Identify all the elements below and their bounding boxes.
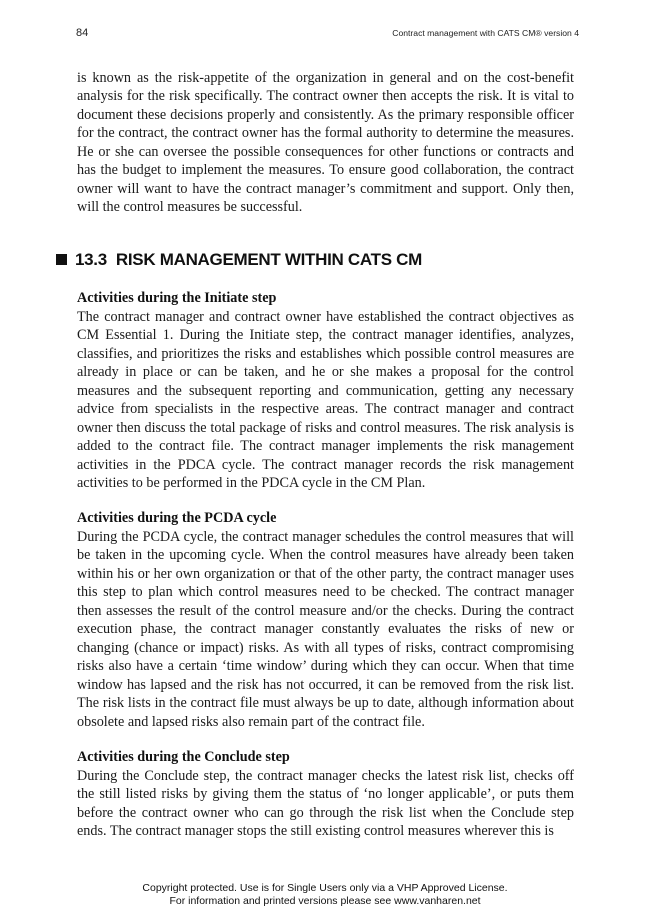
- subsection-heading-pdca: Activities during the PCDA cycle: [77, 510, 277, 526]
- running-title: Contract management with CATS CM® version 4: [392, 28, 579, 38]
- info-notice: For information and printed versions please see www.vanharen.net: [169, 895, 481, 907]
- subsection-heading-conclude: Activities during the Conclude step: [77, 749, 290, 765]
- copyright-notice: Copyright protected. Use is for Single Users only via a VHP Approved License.: [142, 882, 508, 894]
- section-heading: [56, 250, 422, 270]
- square-bullet-icon: [56, 254, 67, 265]
- subsection-heading-initiate: Activities during the Initiate step: [77, 290, 277, 306]
- paragraph-initiate: The contract manager and contract owner have established the contract objectives as CM Essential 1. During the Initiate step, the contract manager identifies, analyzes, classifies, and prioritizes the risks and establishes which possible control measures are already in place or can be taken, and he or she makes a proposal for the control measures and the subsequent reporting and communication, getting any necessary advice from specialists in the respective areas. The contract manager and contract owner then discuss the total package of risks and control measures. The risk analysis is added to the contract file. The contract manager implements the risk management activities in the PDCA cycle. The contract manager records the risk management activities to be performed in the PDCA cycle in the CM Plan.: [77, 309, 574, 492]
- section-title: RISK MANAGEMENT WITHIN CATS CM: [115, 250, 422, 269]
- intro-paragraph: is known as the risk-appetite of the organization in general and on the cost-benefit analysis for the risk specifically. The contract owner then accepts the risk. It is vital to document these decisions properly and consistently. As the primary responsible officer for the contract, the contract owner has the formal authority to determine the measures. He or she can oversee the possible consequences for other functions or contracts and has the budget to implement the measures. To ensure good collaboration, the contract owner will want to have the contract manager’s commitment and support. Only then, will the control measures be successful.: [77, 70, 574, 216]
- paragraph-pdca: During the PCDA cycle, the contract manager schedules the control measures that will be taken in the upcoming cycle. When the control measures have already been taken within his or her own organization or that of the other party, the contract manager uses this step to plan which control measures need to be checked. The contract manager then assesses the result of the control measure and/or the checks. During the contract execution phase, the contract manager constantly evaluates the risks of new or changing (chance or impact) risks. As with all types of risks, contract compromising risks also have a certain ‘time window’ during which they can occur. When that time window has lapsed and the risk has not occurred, it can be removed from the risk list. The risk lists in the contract file must always be up to date, although information about obsolete and lapsed risks also remain part of the contract file.: [77, 529, 574, 730]
- page-number: 84: [76, 27, 89, 39]
- section-number: 13.3: [75, 250, 107, 269]
- paragraph-conclude: During the Conclude step, the contract manager checks the latest risk list, checks off the still listed risks by giving them the status of ‘no longer applicable’, or puts them before the contract owner who can go through the risk list when the Conclude step ends. The contract manager stops the still existing control measures wherever this is: [77, 768, 574, 840]
